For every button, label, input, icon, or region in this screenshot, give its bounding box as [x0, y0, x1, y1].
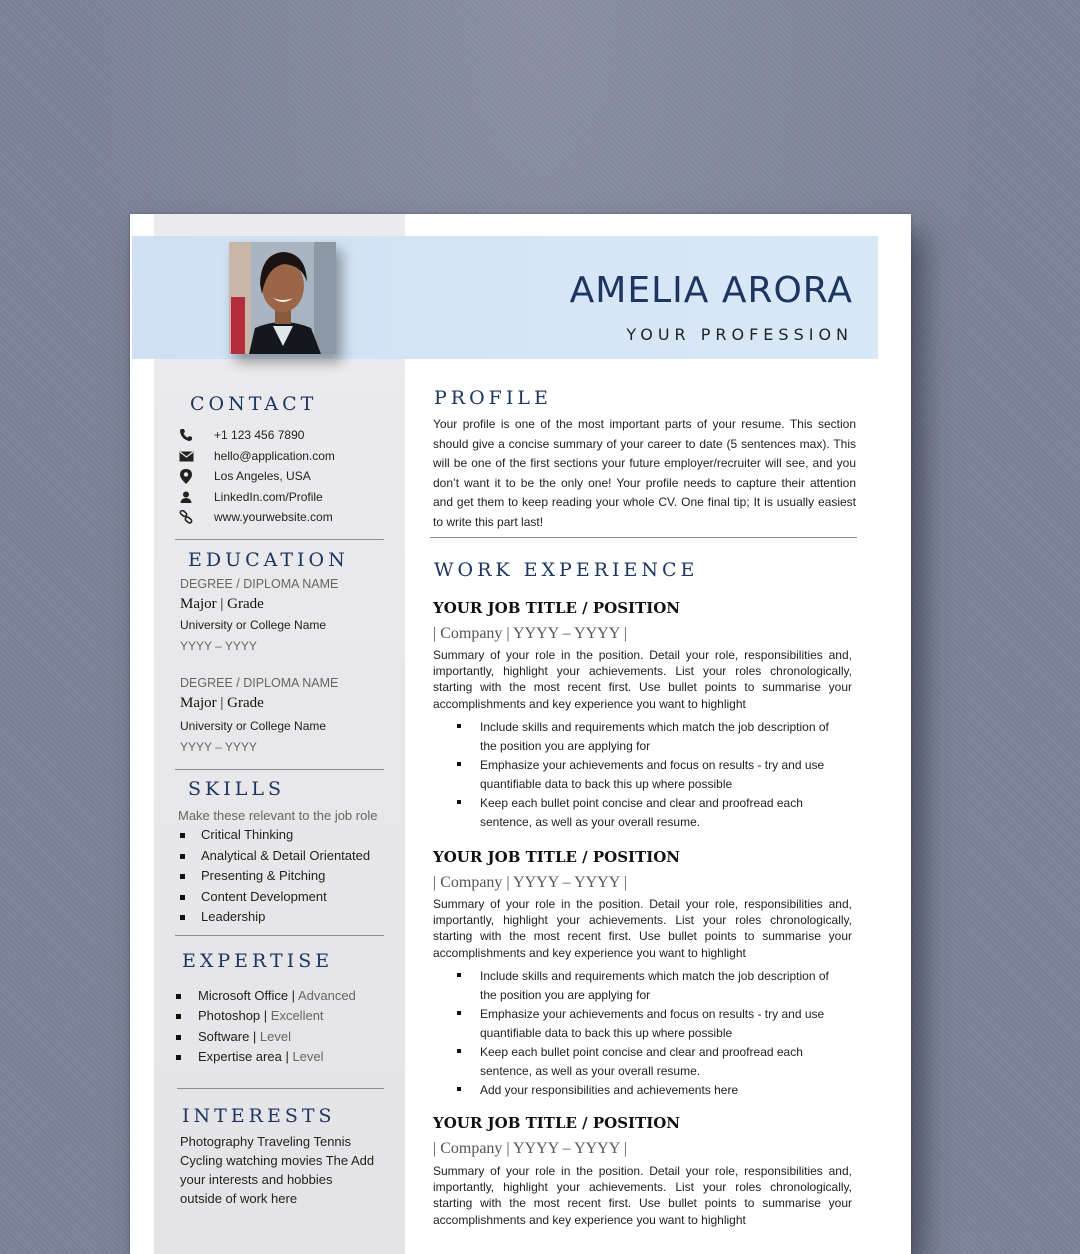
job-company-dates: | Company | YYYY – YYYY | [433, 874, 627, 891]
bullet-icon [180, 874, 185, 879]
bullet-item: Add your responsibilities and achievements here [480, 1081, 829, 1100]
bullet-continuation: quantifiable data to back this up where possible [480, 777, 733, 791]
major-grade: Major | Grade [180, 695, 264, 711]
envelope-icon [178, 448, 194, 464]
summary-line: Summary of your role in the position. Detail your role, responsibilities and, [433, 648, 852, 662]
expertise-item [198, 1008, 324, 1023]
expertise-level: Level [259, 1029, 291, 1044]
profile-line: Your profile is one of the most important parts of your resume. This section [433, 417, 856, 431]
summary-line: starting with the most recent first. Use bullet points to summarise your [433, 929, 852, 944]
summary-line: starting with the most recent first. Use bullet points to summarise your [433, 680, 852, 695]
sidebar [154, 214, 405, 1254]
job-bullet-list [480, 967, 829, 1100]
person-icon [178, 489, 194, 505]
expertise-name: Expertise area [198, 1049, 282, 1064]
contact-phone [178, 426, 304, 444]
bullet-icon [180, 895, 185, 900]
skill-item: Leadership [201, 909, 266, 924]
education-dates: YYYY – YYYY [180, 740, 257, 754]
expertise-separator: | [260, 1008, 271, 1023]
expertise-level: Advanced [297, 988, 356, 1003]
work-heading: WORK EXPERIENCE [434, 559, 699, 581]
interests-line: Cycling watching movies The Add [180, 1153, 375, 1168]
summary-line: importantly, highlight your achievements. List your roles chronologically, [433, 913, 852, 928]
divider [175, 539, 384, 540]
contact-linkedin [178, 488, 323, 506]
bullet-item: Keep each bullet point concise and clear and proofread each [480, 1043, 829, 1062]
resume-page [130, 214, 911, 1254]
education-heading: EDUCATION [188, 549, 349, 571]
job-summary [433, 896, 852, 961]
expertise-level: Level [292, 1049, 324, 1064]
divider [177, 1088, 384, 1089]
bullet-item: Emphasize your achievements and focus on results - try and use [480, 756, 829, 775]
skill-item: Analytical & Detail Orientated [201, 848, 371, 863]
expertise-name: Photoshop [198, 1008, 261, 1023]
contact-heading: CONTACT [190, 393, 318, 415]
divider [430, 537, 857, 538]
interests-heading: INTERESTS [182, 1105, 336, 1127]
divider [175, 769, 384, 770]
bullet-item: Keep each bullet point concise and clear and proofread each [480, 794, 829, 813]
job-title: YOUR JOB TITLE / POSITION [433, 599, 681, 617]
job-summary [433, 1163, 852, 1228]
expertise-level: Excellent [270, 1008, 324, 1023]
school-name: University or College Name [180, 719, 327, 733]
bullet-continuation: sentence, as well as your overall resume. [480, 815, 701, 829]
candidate-name: AMELIA ARORA [569, 270, 853, 311]
expertise-heading: EXPERTISE [182, 950, 334, 972]
expertise-name: Software [198, 1029, 250, 1044]
school-name: University or College Name [180, 618, 327, 632]
contact-text: hello@application.com [214, 449, 335, 463]
job-bullet-list [480, 718, 829, 832]
profile-line: should give a concise summary of your career to date (5 sentences max). This [433, 436, 856, 451]
expertise-item [198, 1049, 324, 1064]
job-company-dates: | Company | YYYY – YYYY | [433, 625, 627, 642]
bullet-continuation: quantifiable data to back this up where possible [480, 1026, 733, 1040]
bullet-item: Include skills and requirements which match the job description of [480, 718, 829, 737]
major-grade: Major | Grade [180, 596, 264, 612]
job-title: YOUR JOB TITLE / POSITION [433, 848, 681, 866]
profile-line: don’t want it to be the only one! Your profile needs to capture their attention [433, 475, 856, 490]
expertise-separator: | [281, 1049, 293, 1064]
contact-text: LinkedIn.com/Profile [214, 490, 323, 504]
bullet-icon [180, 833, 185, 838]
bullet-icon [180, 854, 185, 859]
summary-line: starting with the most recent first. Use bullet points to summarise your [433, 1196, 852, 1211]
interests-line: outside of work here [180, 1191, 298, 1206]
expertise-separator: | [288, 988, 298, 1003]
contact-text: +1 123 456 7890 [214, 428, 305, 442]
phone-icon [178, 427, 194, 443]
contact-email [178, 447, 335, 465]
skills-note: Make these relevant to the job role [178, 808, 378, 823]
summary-line: accomplishments and key experience you want to highlight [433, 696, 746, 711]
skills-heading: SKILLS [188, 778, 285, 800]
skill-item: Critical Thinking [201, 827, 294, 842]
degree-name: DEGREE / DIPLOMA NAME [180, 676, 339, 690]
bullet-icon [176, 1035, 181, 1040]
profile-line: will be one of the first sections your future employer/recruiter will see, and you [433, 456, 856, 470]
summary-line: importantly, highlight your achievements. List your roles chronologically, [433, 1180, 852, 1195]
degree-name: DEGREE / DIPLOMA NAME [180, 577, 339, 591]
interests-line: Photography Traveling Tennis [180, 1134, 352, 1149]
summary-line: accomplishments and key experience you want to highlight [433, 945, 746, 960]
summary-line: accomplishments and key experience you want to highlight [433, 1212, 746, 1227]
profile-line: and get them to keep reading your whole CV. One final tip; It is usually easiest [433, 495, 856, 509]
expertise-separator: | [249, 1029, 260, 1044]
education-dates: YYYY – YYYY [180, 639, 257, 653]
location-pin-icon [178, 468, 194, 484]
job-title: YOUR JOB TITLE / POSITION [433, 1114, 681, 1132]
profile-photo [229, 242, 336, 354]
job-summary [433, 647, 852, 712]
bullet-item: Emphasize your achievements and focus on results - try and use [480, 1005, 829, 1024]
summary-line: importantly, highlight your achievements. List your roles chronologically, [433, 664, 852, 679]
contact-location [178, 467, 311, 485]
bullet-continuation: the position you are applying for [480, 739, 651, 753]
bullet-icon [176, 1014, 181, 1019]
expertise-item [198, 988, 356, 1003]
bullet-continuation: the position you are applying for [480, 988, 651, 1002]
bullet-item: Include skills and requirements which match the job description of [480, 967, 829, 986]
contact-text: www.yourwebsite.com [214, 510, 333, 524]
profile-heading: PROFILE [434, 387, 552, 409]
expertise-item [198, 1029, 291, 1044]
link-icon [178, 509, 194, 525]
skill-item: Content Development [201, 889, 327, 904]
bullet-icon [176, 1055, 181, 1060]
bullet-icon [180, 915, 185, 920]
expertise-name: Microsoft Office [198, 988, 289, 1003]
bullet-icon [176, 994, 181, 999]
bullet-continuation: sentence, as well as your overall resume. [480, 1064, 701, 1078]
summary-line: Summary of your role in the position. Detail your role, responsibilities and, [433, 897, 852, 911]
profile-text [433, 415, 856, 532]
skill-item: Presenting & Pitching [201, 868, 326, 883]
divider [175, 935, 384, 936]
profession-title: YOUR PROFESSION [626, 325, 853, 344]
contact-website [178, 508, 333, 526]
interests-line: your interests and hobbies [180, 1172, 333, 1187]
contact-text: Los Angeles, USA [214, 469, 311, 483]
profile-line: to write this part last! [433, 514, 544, 529]
job-company-dates: | Company | YYYY – YYYY | [433, 1140, 627, 1157]
summary-line: Summary of your role in the position. Detail your role, responsibilities and, [433, 1164, 852, 1178]
